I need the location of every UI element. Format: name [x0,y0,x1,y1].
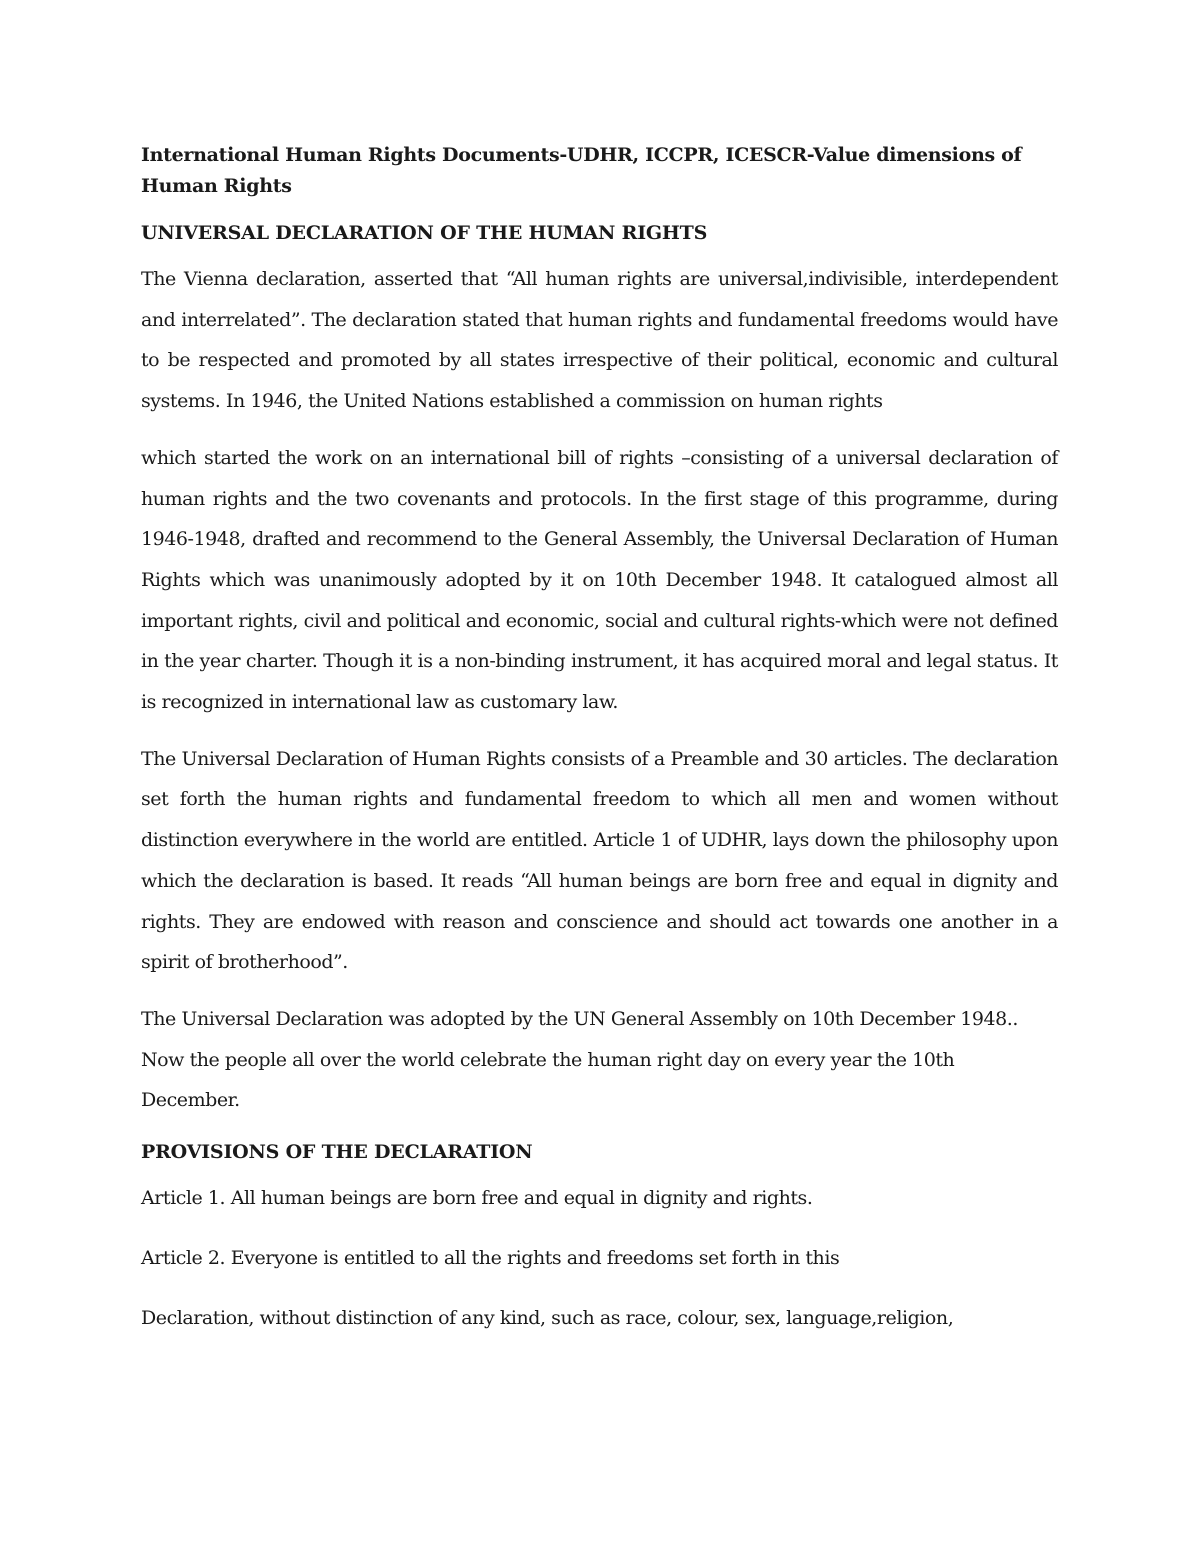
paragraph-bill-of-rights: which started the work on an international bill of rights –consisting of a universal declaration of human rights and the two covenants and protocols. In the first stage of this programme, during 1946-1948, drafted and recommend to the General Assembly, the Universal Declaration of Human Rights which was unanimously adopted by it on 10th December 1948. It catalogued almost all important rights, civil and political and economic, social and cultural rights-which were not defined in the year charter. Though it is a non-binding instrument, it has acquired moral and legal status. It is recognized in international law as customary law. [141,446,1058,714]
paragraph-udhr-structure: The Universal Declaration of Human Rights consists of a Preamble and 30 articles. The declaration set forth the human rights and fundamental freedom to which all men and women without distinction everywhere in the world are entitled. Article 1 of UDHR, lays down the philosophy upon which the declaration is based. It reads “All human beings are born free and equal in dignity and rights. They are endowed with reason and conscience and should act towards one another in a spirit of brotherhood”. [141,747,1058,974]
paragraph-vienna-declaration: The Vienna declaration, asserted that “All human rights are universal,indivisible, interdependent and interrelated”. The declaration stated that human rights and fundamental freedoms would have to be respected and promoted by all states irrespective of their political, economic and cultural systems. In 1946, the United Nations established a commission on human rights [141,268,1058,413]
article-2: Article 2. Everyone is entitled to all the rights and freedoms set forth in this [141,1247,840,1270]
paragraph-adoption-date: The Universal Declaration was adopted by the UN General Assembly on 10th December 1948.. Now the people all over the world celebrate the human right day on every year the 10th December. [141,1007,1018,1112]
article-2-continued: Declaration, without distinction of any kind, such as race, colour, sex, language,religion, [141,1307,954,1330]
section-heading-udhr: UNIVERSAL DECLARATION OF THE HUMAN RIGHTS [141,222,708,244]
document-page [141,140,1058,1358]
article-1: Article 1. All human beings are born free and equal in dignity and rights. [141,1187,813,1210]
document-title: International Human Rights Documents-UDHR, ICCPR, ICESCR-Value dimensions of Human Rights [141,144,1022,197]
section-heading-provisions: PROVISIONS OF THE DECLARATION [141,1141,533,1164]
